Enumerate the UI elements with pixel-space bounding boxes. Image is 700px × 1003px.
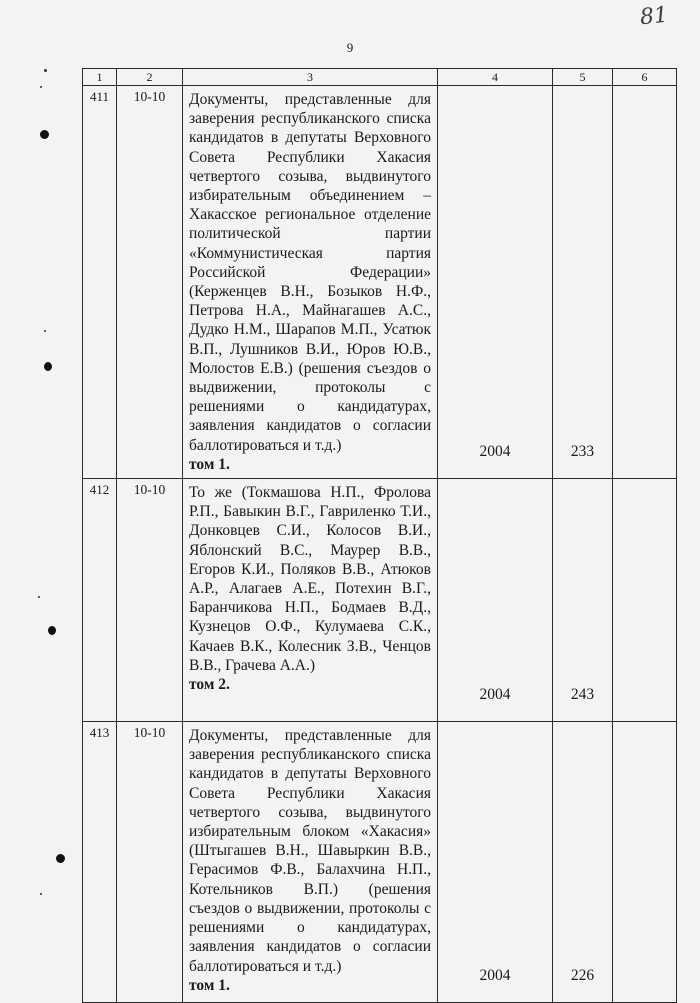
column-header-4: 4 — [438, 69, 553, 86]
row-pages: 233 — [553, 86, 613, 479]
registry-table — [82, 68, 677, 1003]
row-pages: 226 — [553, 722, 613, 1003]
row-title-cell — [183, 86, 438, 479]
speck — [44, 69, 47, 72]
row-pages: 243 — [553, 479, 613, 722]
row-title: Документы, представленные для заверения республиканского списка кандидатов в депутаты Верховного Совета Республики Хакасия четвертого созыва, выдвинутого избирательным объединением – Хакасское региональное отделение политической партии «Коммунистическая партия Российской Федерации» (Керженцев В.Н., Бозыков Н.Ф., Петрова Н.А., Майнагашев А.С., Дудко Н.М., Шарапов М.П., Усатюк В.П., Лушников В.И., Юров Ю.В., Молостов Е.В.) (решения съездов о выдвижении, протоколы с решениями о кандидатурах, заявления кандидатов о согласии баллотироваться и т.д.) — [189, 91, 431, 454]
handwritten-page-number: 81 — [638, 2, 670, 31]
speck — [40, 86, 42, 88]
row-title: Документы, представленные для заверения республиканского списка кандидатов в депутаты Верховного Совета Республики Хакасия четвертого созыва, выдвинутого избирательным блоком «Хакасия» (Штыгашев В.Н., Шавыркин В.В., Герасимов Ф.В., Балахчина Н.П., Котельников В.П.) (решения съездов о выдвижении, протоколы с решениями о кандидатурах, заявления кандидатов о согласии баллотироваться и т.д.) — [189, 727, 431, 975]
row-number: 412 — [83, 479, 117, 722]
row-date: 10-10 — [117, 479, 183, 722]
row-volume: том 2. — [189, 676, 230, 694]
column-header-5: 5 — [553, 69, 613, 86]
row-year: 2004 — [438, 722, 553, 1003]
header-row — [83, 69, 677, 86]
speck — [44, 330, 46, 332]
table-row — [83, 86, 677, 479]
row-note — [613, 86, 677, 479]
row-year: 2004 — [438, 479, 553, 722]
column-header-1: 1 — [83, 69, 117, 86]
column-header-3: 3 — [183, 69, 438, 86]
row-volume: том 1. — [189, 455, 230, 473]
page-number: 9 — [346, 40, 354, 55]
table-row — [83, 722, 677, 1003]
row-year: 2004 — [438, 86, 553, 479]
row-number: 411 — [83, 86, 117, 479]
row-note — [613, 722, 677, 1003]
row-volume: том 1. — [189, 976, 230, 994]
row-note — [613, 479, 677, 722]
punch-hole — [40, 130, 49, 139]
speck — [38, 596, 40, 598]
row-title-cell — [183, 722, 438, 1003]
row-date: 10-10 — [117, 86, 183, 479]
punch-hole — [48, 626, 56, 635]
row-date: 10-10 — [117, 722, 183, 1003]
row-title-cell — [183, 479, 438, 722]
column-header-6: 6 — [613, 69, 677, 86]
punch-hole — [44, 362, 52, 371]
row-number: 413 — [83, 722, 117, 1003]
speck — [40, 893, 42, 895]
table-row — [83, 479, 677, 722]
row-title: То же (Токмашова Н.П., Фролова Р.П., Бавыкин В.Г., Гавриленко Т.И., Донковцев С.И., Колосов В.И., Яблонский В.С., Маурер В.В., Егоров К.И., Поляков В.В., Атюков А.Р., Алагаев А.Е., Потехин В.Г., Баранчикова Н.П., Бодмаев В.Д., Кузнецов О.Ф., Кулумаева С.К., Качаев В.К., Колесник З.В., Ченцов В.В., Грачева А.А.) — [189, 484, 431, 674]
punch-hole — [56, 854, 65, 863]
column-header-2: 2 — [117, 69, 183, 86]
